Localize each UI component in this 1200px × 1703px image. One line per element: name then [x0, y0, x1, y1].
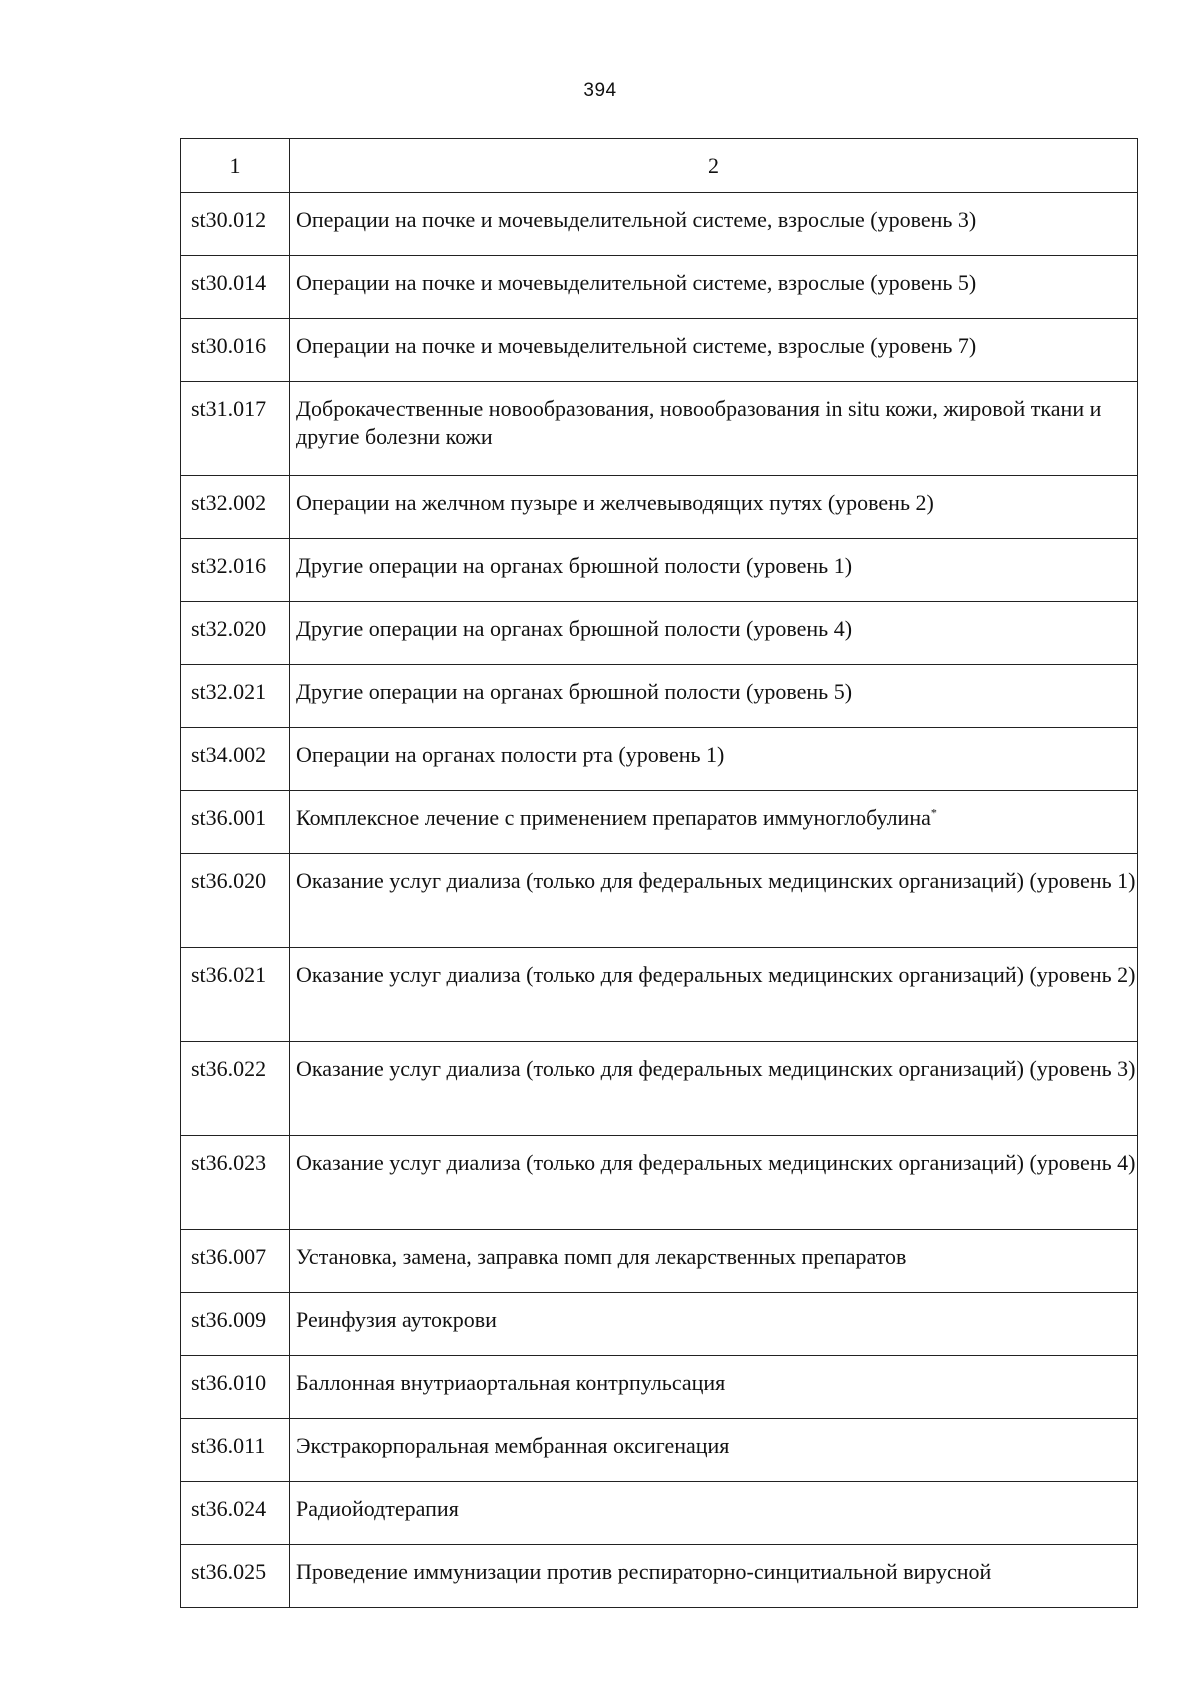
table-row	[181, 1419, 1138, 1482]
row-description-text: Другие операции на органах брюшной полости (уровень 4)	[296, 616, 853, 641]
table-row	[181, 1545, 1138, 1608]
row-description-text: Оказание услуг диализа (только для федеральных медицинских организаций) (уровень 3)	[296, 1056, 1136, 1081]
table-row	[181, 319, 1138, 382]
row-description-text: Установка, замена, заправка помп для лекарственных препаратов	[296, 1244, 907, 1269]
row-description-text: Баллонная внутриаортальная контрпульсация	[296, 1370, 726, 1395]
row-description-cell	[290, 1356, 1138, 1419]
row-code-cell: st36.010	[181, 1356, 290, 1419]
table-row	[181, 1230, 1138, 1293]
row-description-cell	[290, 1136, 1138, 1230]
row-code-cell: st36.021	[181, 948, 290, 1042]
row-code-cell: st32.021	[181, 665, 290, 728]
row-description-cell	[290, 1230, 1138, 1293]
row-description-text: Операции на почке и мочевыделительной системе, взрослые (уровень 7)	[296, 333, 977, 358]
row-description-cell	[290, 791, 1138, 854]
table-row	[181, 1293, 1138, 1356]
row-code-cell: st36.022	[181, 1042, 290, 1136]
table-row	[181, 193, 1138, 256]
row-code-cell: st30.014	[181, 256, 290, 319]
row-description-cell	[290, 1042, 1138, 1136]
column-header-1: 1	[181, 139, 290, 193]
row-description-text: Оказание услуг диализа (только для федеральных медицинских организаций) (уровень 2)	[296, 962, 1136, 987]
row-description-cell	[290, 728, 1138, 791]
table-header-row	[181, 139, 1138, 193]
row-code-cell: st36.001	[181, 791, 290, 854]
table-row	[181, 382, 1138, 476]
row-description-cell	[290, 854, 1138, 948]
row-code-cell: st32.002	[181, 476, 290, 539]
row-description-cell	[290, 382, 1138, 476]
row-description-cell	[290, 1293, 1138, 1356]
table-row	[181, 791, 1138, 854]
row-description-text: Другие операции на органах брюшной полости (уровень 5)	[296, 679, 853, 704]
row-description-cell	[290, 665, 1138, 728]
row-description-cell	[290, 539, 1138, 602]
row-code-cell: st30.016	[181, 319, 290, 382]
row-code-cell: st36.009	[181, 1293, 290, 1356]
row-description-cell	[290, 602, 1138, 665]
row-code-cell: st32.016	[181, 539, 290, 602]
row-description-text: Реинфузия аутокрови	[296, 1307, 497, 1332]
row-code-cell: st31.017	[181, 382, 290, 476]
row-description-cell	[290, 476, 1138, 539]
table-row	[181, 539, 1138, 602]
row-description-cell	[290, 1419, 1138, 1482]
row-description-text: Операции на органах полости рта (уровень 1)	[296, 742, 725, 767]
footnote-mark: *	[930, 805, 937, 820]
row-description-text: Операции на почке и мочевыделительной системе, взрослые (уровень 3)	[296, 207, 977, 232]
row-code-cell: st36.024	[181, 1482, 290, 1545]
table-row	[181, 602, 1138, 665]
row-description-text: Операции на почке и мочевыделительной системе, взрослые (уровень 5)	[296, 270, 977, 295]
table-row	[181, 476, 1138, 539]
table-row	[181, 728, 1138, 791]
row-description-text: Экстракорпоральная мембранная оксигенация	[296, 1433, 730, 1458]
row-description-text: Проведение иммунизации против респираторно-синцитиальной вирусной	[296, 1559, 992, 1584]
row-description-text: Другие операции на органах брюшной полости (уровень 1)	[296, 553, 853, 578]
row-description-cell	[290, 1545, 1138, 1608]
row-code-cell: st36.020	[181, 854, 290, 948]
table-row	[181, 1482, 1138, 1545]
row-code-cell: st36.011	[181, 1419, 290, 1482]
codes-table-body	[181, 139, 1138, 1608]
row-description-text: Оказание услуг диализа (только для федеральных медицинских организаций) (уровень 1)	[296, 868, 1136, 893]
table-row	[181, 665, 1138, 728]
row-description-cell	[290, 1482, 1138, 1545]
row-description-cell	[290, 948, 1138, 1042]
column-header-2: 2	[290, 139, 1138, 193]
table-row	[181, 1356, 1138, 1419]
row-code-cell: st36.007	[181, 1230, 290, 1293]
row-code-cell: st36.023	[181, 1136, 290, 1230]
row-description-text: Оказание услуг диализа (только для федеральных медицинских организаций) (уровень 4)	[296, 1150, 1136, 1175]
row-description-text: Доброкачественные новообразования, новообразования in situ кожи, жировой ткани и другие болезни кожи	[296, 396, 1102, 449]
page-number: 394	[583, 80, 617, 101]
row-code-cell: st36.025	[181, 1545, 290, 1608]
row-description-cell	[290, 256, 1138, 319]
table-row	[181, 854, 1138, 948]
row-code-cell: st32.020	[181, 602, 290, 665]
table-row	[181, 1042, 1138, 1136]
table-row	[181, 1136, 1138, 1230]
table-row	[181, 948, 1138, 1042]
row-description-cell	[290, 319, 1138, 382]
row-description-text: Операции на желчном пузыре и желчевыводящих путях (уровень 2)	[296, 490, 934, 515]
row-description-cell	[290, 193, 1138, 256]
row-description-text: Комплексное лечение с применением препаратов иммуноглобулина	[296, 805, 931, 830]
row-code-cell: st30.012	[181, 193, 290, 256]
table-row	[181, 256, 1138, 319]
row-code-cell: st34.002	[181, 728, 290, 791]
codes-table	[180, 138, 1138, 1608]
row-description-text: Радиойодтерапия	[296, 1496, 459, 1521]
